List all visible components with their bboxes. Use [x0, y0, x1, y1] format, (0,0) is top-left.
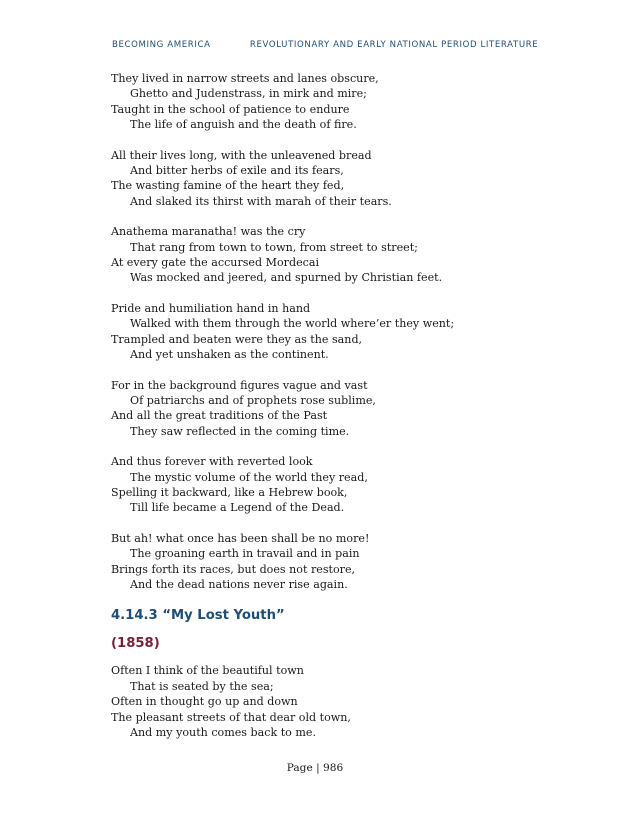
- poem-line: The mystic volume of the world they read,: [130, 470, 368, 484]
- poem-line: And thus forever with reverted look: [111, 455, 313, 469]
- poem-stanza: [111, 224, 531, 286]
- poem-line: For in the background figures vague and vast: [111, 378, 368, 392]
- section-heading: 4.14.3 “My Lost Youth”: [111, 608, 285, 624]
- poem-line: Was mocked and jeered, and spurned by Christian feet.: [130, 271, 443, 285]
- poem-line: Brings forth its races, but does not restore,: [111, 562, 356, 576]
- poem-line: All their lives long, with the unleavened bread: [111, 148, 372, 162]
- poem-stanza: [111, 148, 531, 210]
- poem-line: But ah! what once has been shall be no more!: [111, 531, 370, 545]
- poem-line: They lived in narrow streets and lanes obscure,: [111, 72, 379, 85]
- poem-line: Pride and humiliation hand in hand: [111, 301, 311, 315]
- poem-line: Trampled and beaten were they as the sand,: [111, 332, 363, 346]
- poem-line: Spelling it backward, like a Hebrew book,: [111, 485, 348, 499]
- poem-stanza: [111, 301, 531, 363]
- poem-line: Walked with them through the world where’er they went;: [130, 317, 455, 331]
- header-section-title: REVOLUTIONARY AND EARLY NATIONAL PERIOD LITERATURE: [249, 40, 539, 50]
- poem-line: And my youth comes back to me.: [130, 726, 316, 739]
- poem-line: The pleasant streets of that dear old town,: [111, 710, 351, 724]
- page-content: [111, 71, 531, 755]
- poem-line: The groaning earth in travail and in pain: [130, 547, 360, 561]
- poem-line: And all the great traditions of the Past: [111, 409, 328, 423]
- poem-line: That is seated by the sea;: [130, 679, 274, 693]
- poem-line: Often I think of the beautiful town: [111, 664, 304, 678]
- section-year: (1858): [111, 636, 160, 652]
- poem-line: And yet unshaken as the continent.: [130, 348, 329, 362]
- poem-line: Anathema maranatha! was the cry: [111, 225, 306, 239]
- poem-stanza: [111, 663, 531, 740]
- poem-line: They saw reflected in the coming time.: [130, 424, 350, 438]
- poem-stanza: [111, 378, 531, 440]
- poem-line: At every gate the accursed Mordecai: [111, 256, 320, 270]
- poem-stanza: [111, 531, 531, 593]
- poem-line: The wasting famine of the heart they fed,: [111, 179, 345, 193]
- poem-line: And bitter herbs of exile and its fears,: [130, 164, 344, 178]
- poem-line: That rang from town to town, from street to street;: [130, 240, 418, 254]
- poem-line: Till life became a Legend of the Dead.: [130, 501, 345, 515]
- poem-line: Ghetto and Judenstrass, in mirk and mire;: [130, 87, 367, 101]
- header-book-title: BECOMING AMERICA: [112, 40, 211, 50]
- poem-line: Of patriarchs and of prophets rose sublime,: [130, 393, 376, 407]
- poem-line: Often in thought go up and down: [111, 695, 298, 709]
- running-header: [112, 40, 538, 50]
- poem-stanza: [111, 454, 531, 516]
- poem-line: The life of anguish and the death of fire.: [130, 118, 357, 132]
- poem-line: And the dead nations never rise again.: [130, 577, 348, 591]
- poem-stanza: [111, 71, 531, 133]
- poem-line: And slaked its thirst with marah of their tears.: [130, 194, 392, 208]
- page-number: Page | 986: [286, 762, 344, 774]
- poem-line: Taught in the school of patience to endure: [111, 102, 350, 116]
